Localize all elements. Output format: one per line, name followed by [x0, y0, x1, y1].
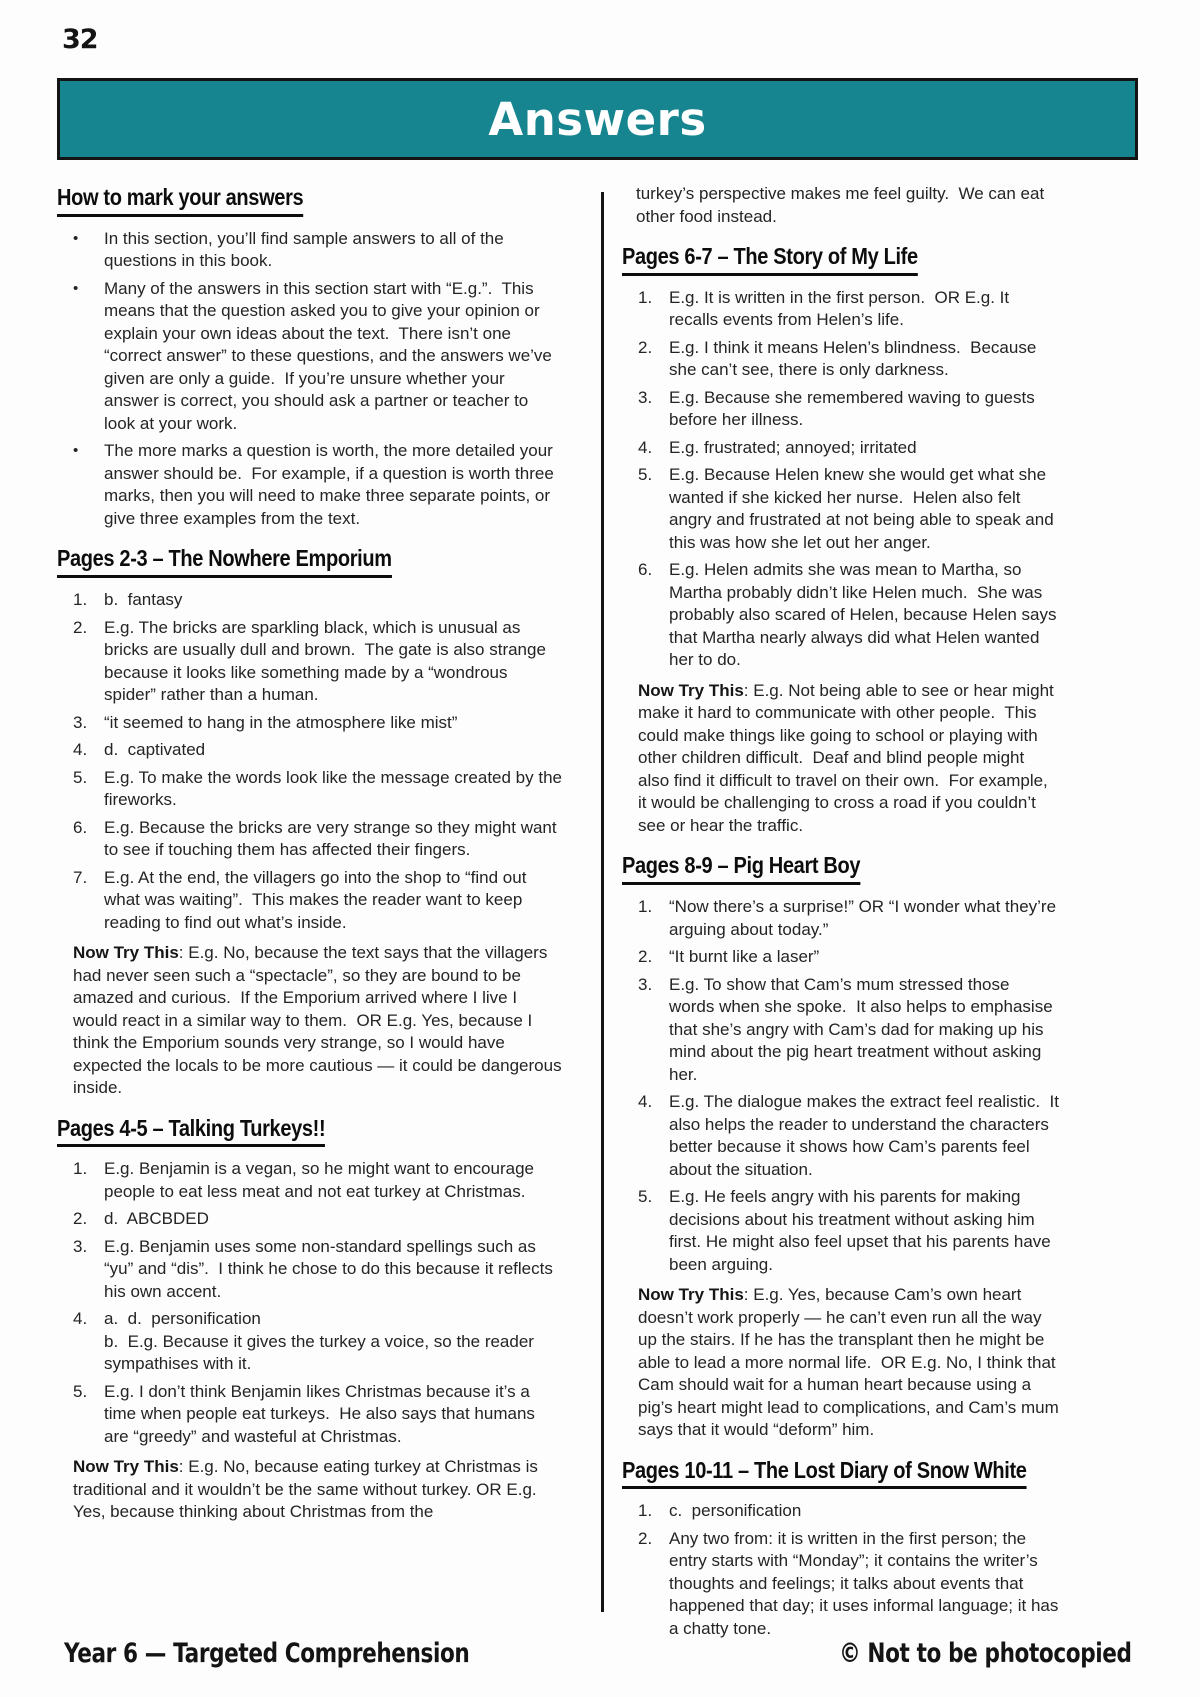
numbered-item — [57, 617, 563, 707]
item-text — [104, 1381, 563, 1449]
item-line: E.g. Benjamin is a vegan, so he might want to encourage people to eat less meat and not eat turkey at Christmas. — [104, 1159, 539, 1201]
item-number: 2. — [73, 1209, 88, 1229]
now-try-this-label: Now Try This — [73, 1457, 179, 1477]
footer-series-title: Year 6 — Targeted Comprehension — [64, 1638, 470, 1669]
section-heading — [622, 853, 1059, 885]
numbered-item — [622, 387, 1059, 432]
item-text — [669, 464, 1059, 554]
item-number: 3. — [73, 712, 88, 732]
item-text — [104, 739, 563, 762]
now-try-this-label: Now Try This — [638, 680, 744, 700]
numbered-item — [57, 1236, 563, 1304]
bullet-icon: • — [73, 229, 79, 247]
now-try-this-label: Now Try This — [73, 943, 179, 962]
item-number: 2. — [638, 337, 653, 357]
item-number: 1. — [73, 1159, 88, 1179]
item-number: 5. — [638, 1187, 653, 1206]
bullet-item — [57, 228, 563, 273]
item-line: E.g. I don’t think Benjamin likes Christmas because it’s a time when people eat turkeys. He also says that humans are “greedy” and wasteful at Christmas. — [104, 1381, 540, 1446]
numbered-item — [622, 464, 1059, 554]
numbered-item — [622, 1528, 1064, 1641]
item-text — [104, 589, 563, 612]
item-number: 4. — [73, 1309, 88, 1329]
bullet-text: In this section, you’ll find sample answers to all of the questions in this book. — [104, 228, 509, 271]
bullet-item — [57, 278, 563, 436]
item-text — [669, 1500, 1059, 1523]
numbered-item — [622, 437, 1059, 460]
numbered-item — [622, 559, 1062, 672]
section-heading-text: Pages 8-9 – Pig Heart Boy — [622, 853, 860, 885]
item-text — [669, 896, 1059, 941]
item-number: 2. — [638, 1528, 653, 1548]
item-line: b. E.g. Because it gives the turkey a voice, so the reader sympathises with it. — [104, 1331, 539, 1374]
numbered-item — [57, 767, 567, 812]
item-line: E.g. Because Helen knew she would get what she wanted if she kicked her nurse. Helen also felt angry and frustrated at not being able to speak and this was how she let out her anger. — [669, 465, 1059, 552]
item-number: 4. — [73, 740, 88, 759]
item-number: 6. — [638, 560, 653, 580]
item-text — [669, 1091, 1064, 1181]
item-number: 4. — [638, 437, 653, 457]
item-number: 1. — [638, 287, 653, 307]
numbered-item — [622, 946, 1059, 969]
numbered-item — [57, 589, 563, 612]
item-text — [104, 1208, 563, 1231]
item-line: E.g. Benjamin uses some non-standard spellings such as “yu” and “dis”. I think he chose to do this because it reflects his own accent. — [104, 1236, 558, 1301]
numbered-item — [622, 1500, 1059, 1523]
item-line: E.g. Because she remembered waving to guests before her illness. — [669, 387, 1040, 430]
item-line: Any two from: it is written in the first person; the entry starts with “Monday”; it contains the writer’s thoughts and feelings; it talks about events that happened that day; it uses informal language; it has a chatty tone. — [669, 1528, 1064, 1638]
item-text — [104, 712, 563, 735]
item-line: E.g. Because the bricks are very strange so they might want to see if touching them has affected their fingers. — [104, 817, 562, 859]
item-number: 1. — [638, 897, 653, 916]
item-text — [104, 817, 563, 862]
item-text — [669, 387, 1059, 432]
now-try-this-text: : E.g. Yes, because Cam’s own heart doesn’t work properly — he can’t even run all the way up the stairs. If he has the transplant then he might be able to lead a more normal life. OR E.g. No, I think that Cam should wait for a human heart because using a pig’s heart might lead to complications, and Cam’s mum says that it would “deform” him. — [638, 1285, 1064, 1439]
numbered-item — [622, 1091, 1064, 1181]
item-number: 1. — [73, 590, 88, 609]
item-line: E.g. The bricks are sparkling black, which is unusual as bricks are usually dull and brown. The gate is also strange because it looks like something made by a “wondrous spider” rather than a human. — [104, 617, 551, 704]
numbered-item — [57, 1381, 563, 1449]
section-heading — [622, 1458, 1059, 1490]
numbered-item — [622, 287, 1059, 332]
item-number: 4. — [638, 1092, 653, 1111]
item-line: d. captivated — [104, 740, 206, 759]
numbered-item — [622, 337, 1059, 382]
section-heading — [622, 244, 1059, 276]
now-try-this — [638, 1284, 1064, 1442]
item-line: E.g. frustrated; annoyed; irritated — [669, 437, 917, 457]
item-number: 7. — [73, 867, 88, 887]
item-text — [104, 1236, 563, 1304]
section-heading — [57, 546, 563, 578]
item-text — [669, 337, 1059, 382]
now-try-this — [638, 680, 1059, 838]
section-heading-text: Pages 6-7 – The Story of My Life — [622, 244, 918, 276]
item-text — [669, 1528, 1064, 1641]
item-line: “it seemed to hang in the atmosphere like mist” — [104, 712, 458, 732]
now-try-this-text: : E.g. Not being able to see or hear might make it hard to communicate with other people. This could make things like going to school or playing with other children difficult. Deaf and blind people might also find it difficult to travel on their own. For example, it would be challenging to cross a road if you couldn’t see or hear the traffic. — [638, 680, 1059, 835]
numbered-item — [57, 712, 563, 735]
item-text — [104, 1308, 563, 1376]
now-try-this — [73, 1456, 563, 1524]
numbered-item — [57, 1208, 563, 1231]
item-number: 3. — [73, 1236, 88, 1256]
item-number: 1. — [638, 1501, 653, 1521]
numbered-item — [57, 739, 563, 762]
item-line: E.g. To make the words look like the message created by the fireworks. — [104, 767, 567, 809]
item-line: E.g. I think it means Helen’s blindness. Because she can’t see, there is only darkness. — [669, 337, 1042, 380]
numbered-item — [57, 1308, 563, 1376]
item-text — [104, 1158, 563, 1203]
item-text — [104, 767, 567, 812]
answers-banner — [57, 78, 1138, 160]
numbered-item — [622, 974, 1059, 1087]
item-text — [669, 946, 1059, 969]
page-footer — [0, 1638, 1200, 1678]
item-line: b. fantasy — [104, 590, 183, 609]
column-left — [57, 183, 567, 1529]
item-text — [669, 1186, 1059, 1276]
section-heading — [57, 185, 563, 217]
item-line: E.g. The dialogue makes the extract feel realistic. It also helps the reader to understand the characters better because it shows how Cam’s parents feel about the situation. — [669, 1092, 1064, 1179]
item-line: E.g. He feels angry with his parents for making decisions about his treatment without asking him first. He might also feel upset that his parents have been arguing. — [669, 1187, 1056, 1274]
bullet-text: Many of the answers in this section start with “E.g.”. This means that the question asked you to give your opinion or explain your own ideas about the text. There isn’t one “correct answer” to these questions, and the answers we’ve given are only a guide. If you’re unsure whether your answer is correct, you should ask a partner or teacher to look at your work. — [104, 278, 557, 433]
numbered-item — [622, 1186, 1059, 1276]
section-heading-text: How to mark your answers — [57, 185, 303, 217]
item-line: a. d. personification — [104, 1309, 261, 1329]
column-divider — [601, 192, 604, 1612]
item-number: 5. — [638, 465, 653, 485]
item-text — [669, 559, 1062, 672]
bullet-text: The more marks a question is worth, the more detailed your answer should be. For example, if a question is worth three marks, then you will need to make three separate points, or give three examples from the text. — [104, 441, 559, 528]
now-try-this — [73, 942, 567, 1100]
item-number: 3. — [638, 387, 653, 407]
numbered-item — [57, 867, 563, 935]
item-text — [669, 974, 1059, 1087]
footer-copyright-notice: © Not to be photocopied — [839, 1638, 1132, 1669]
item-line: c. personification — [669, 1501, 802, 1521]
section-heading-text: Pages 10-11 – The Lost Diary of Snow White — [622, 1458, 1027, 1490]
item-line: “Now there’s a surprise!” OR “I wonder what they’re arguing about today.” — [669, 897, 1061, 939]
item-line: E.g. Helen admits she was mean to Martha, so Martha probably didn’t like Helen much. She was probably also scared of Helen, because Helen says that Martha nearly always did what Helen wanted her to do. — [669, 560, 1062, 670]
item-line: E.g. To show that Cam’s mum stressed those words when she spoke. It also helps to emphasise that she’s angry with Cam’s dad for making up his mind about the pig heart treatment without asking her. — [669, 974, 1058, 1084]
now-try-this-text: : E.g. No, because the text says that the villagers had never seen such a “spectacle”, so they are bound to be amazed and curious. If the Emporium arrived where I live I would react in a similar way to them. OR E.g. Yes, because I think the Emporium sounds very strange, so I would have expected the locals to be more cautious — it could be dangerous inside. — [73, 943, 567, 1097]
item-text — [104, 867, 563, 935]
item-number: 2. — [73, 617, 88, 637]
numbered-item — [622, 896, 1059, 941]
item-number: 3. — [638, 974, 653, 994]
numbered-item — [57, 1158, 563, 1203]
section-heading-text: Pages 4-5 – Talking Turkeys!! — [57, 1116, 325, 1148]
section-heading — [57, 1116, 563, 1148]
section-heading-text: Pages 2-3 – The Nowhere Emporium — [57, 546, 392, 578]
item-line: d. ABCBDED — [104, 1209, 209, 1229]
now-try-this-label: Now Try This — [638, 1285, 744, 1304]
item-number: 6. — [73, 817, 88, 837]
item-number: 5. — [73, 1381, 88, 1401]
continuation-paragraph: turkey’s perspective makes me feel guilty. We can eat other food instead. — [636, 184, 1049, 226]
item-text — [669, 437, 1059, 460]
page-number: 32 — [62, 24, 98, 55]
item-line: E.g. It is written in the first person. OR E.g. It recalls events from Helen’s life. — [669, 287, 1014, 330]
item-number: 5. — [73, 767, 88, 787]
column-right — [622, 183, 1064, 1645]
bullet-icon: • — [73, 442, 79, 460]
item-line: E.g. At the end, the villagers go into the shop to “find out what was waiting”. This makes the reader want to keep reading to find out what’s inside. — [104, 867, 532, 932]
bullet-icon: • — [73, 279, 79, 297]
item-number: 2. — [638, 947, 653, 966]
item-text — [104, 617, 563, 707]
numbered-item — [57, 817, 563, 862]
now-try-this-text: : E.g. No, because eating turkey at Christmas is traditional and it wouldn’t be the same without turkey. OR E.g. Yes, because thinking about Christmas from the — [73, 1457, 543, 1522]
banner-title: Answers — [488, 92, 707, 146]
item-text — [669, 287, 1059, 332]
bullet-item — [57, 440, 563, 530]
item-line: “It burnt like a laser” — [669, 947, 820, 966]
